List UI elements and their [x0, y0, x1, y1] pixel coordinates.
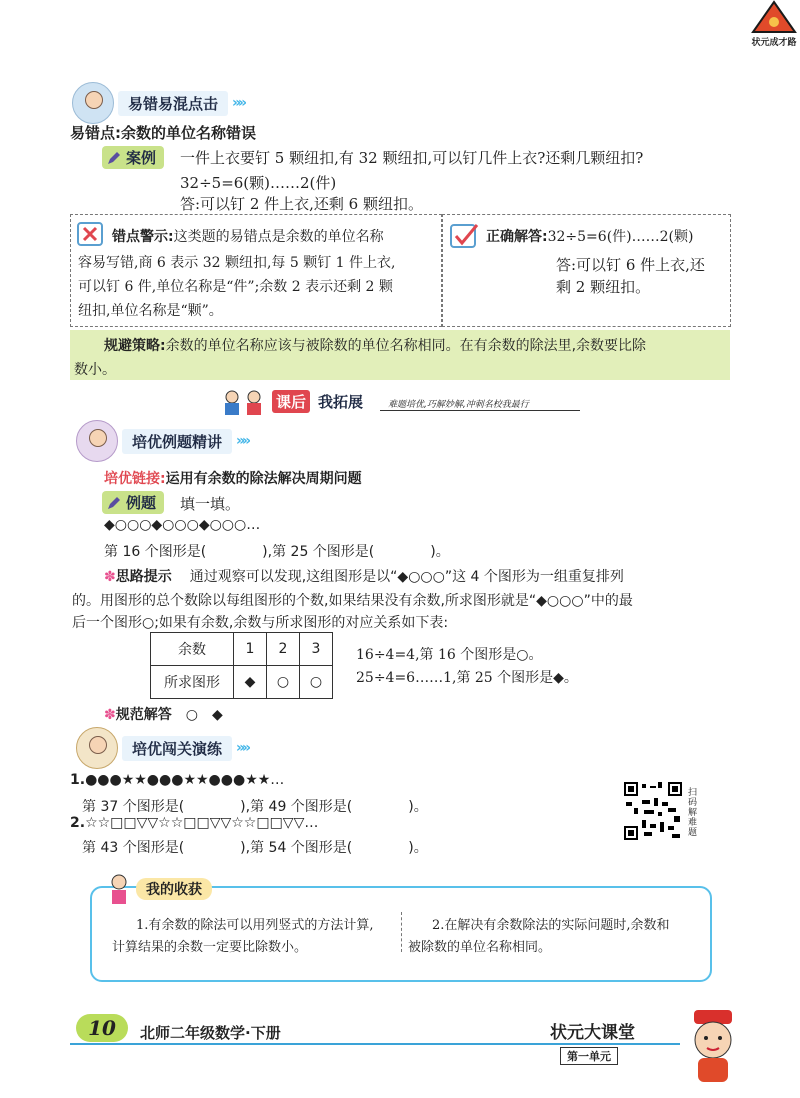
table-cell: ◆ — [234, 666, 267, 699]
hint-line: 的。用图形的总个数除以每组图形的个数,如果结果没有余数,所求图形就是“◆○○○”中的最 — [72, 593, 633, 609]
table-cell: 1 — [234, 633, 267, 666]
chevron-right-icon: »» — [232, 95, 245, 111]
page-number: 10 — [88, 1016, 116, 1040]
table-row — [151, 633, 333, 666]
banner-slogan: 难题培优,巧解妙解,冲刺名校我最行 — [388, 400, 529, 410]
standard-answer-label: 规范解答 — [115, 707, 172, 723]
hint-first-line — [104, 566, 624, 586]
calc-line: 16÷4=4,第 16 个图形是○。 — [356, 647, 543, 663]
practice-q2-text: 第 43 个图形是( ),第 54 个图形是( )。 — [82, 840, 428, 856]
case-pill — [102, 146, 164, 170]
advanced-link-label: 培优链接: — [104, 471, 166, 487]
standard-answer — [104, 704, 223, 724]
table-cell: 3 — [300, 633, 333, 666]
question-number: 1. — [70, 772, 86, 788]
example-pill — [102, 491, 164, 515]
standard-answer-text: ○ ◆ — [185, 707, 223, 723]
warning-first-line — [112, 226, 384, 246]
mistake-point-label: 易错点: — [70, 124, 121, 142]
warning-line: 可以钉 6 件,单位名称是“件”;余数 2 表示还剩 2 颗 — [78, 279, 393, 295]
warning-line: 纽扣,单位名称是“颗”。 — [78, 303, 223, 319]
checkmark-icon — [450, 222, 480, 250]
harvest-right-line: 被除数的单位名称相同。 — [408, 940, 552, 955]
unit-label: 第一单元 — [560, 1047, 618, 1065]
hint-line: 后一个图形○;如果有余数,余数与所求图形的对应关系如下表: — [72, 615, 449, 631]
practice-q2-pattern — [70, 815, 318, 831]
footer-rule — [70, 1043, 680, 1045]
correct-answer-line: 剩 2 颗纽扣。 — [556, 278, 651, 296]
student-avatar-icon — [76, 420, 118, 462]
correct-equation: 32÷5=6(件)……2(颗) — [547, 229, 694, 245]
table-cell: 所求图形 — [151, 666, 234, 699]
flower-icon: ✽ — [104, 707, 116, 723]
shape-pattern: ◆○○○◆○○○◆○○○… — [104, 517, 261, 533]
case-answer: 答:可以钉 2 件上衣,还剩 6 颗纽扣。 — [180, 195, 423, 213]
pen-icon — [106, 150, 122, 166]
table-cell: ○ — [267, 666, 300, 699]
banner-tag: 课后 — [272, 390, 310, 413]
pen-icon — [106, 495, 122, 511]
qr-label: 扫码解难题 — [688, 788, 698, 838]
strategy-text: 余数的单位名称应该与被除数的单位名称相同。在有余数的除法里,余数要比除 — [165, 338, 647, 354]
strategy-line-2: 数小。 — [74, 362, 116, 378]
section-title: 培优例题精讲 — [122, 429, 232, 454]
correct-label: 正确解答: — [486, 229, 548, 245]
kids-reading-icon — [220, 388, 270, 416]
remainder-table — [150, 632, 333, 699]
case-label: 案例 — [126, 149, 157, 167]
advanced-link-text: 运用有余数的除法解决周期问题 — [165, 471, 362, 487]
correct-first-line — [486, 226, 693, 246]
section-title: 培优闯关演练 — [122, 736, 232, 761]
hint-label: 思路提示 — [115, 569, 172, 585]
section-practice-header — [76, 727, 248, 769]
graduate-avatar-icon — [76, 727, 118, 769]
section-easy-mistakes-header — [72, 82, 244, 124]
harvest-left-line: 1.有余数的除法可以用列竖式的方法计算, — [136, 918, 374, 933]
example-text: 填一填。 — [180, 495, 241, 513]
table-cell: ○ — [300, 666, 333, 699]
harvest-right-line: 2.在解决有余数除法的实际问题时,余数和 — [432, 918, 670, 933]
practice-q1-text: 第 37 个图形是( ),第 49 个图形是( )。 — [82, 799, 428, 815]
harvest-left-line: 计算结果的余数一定要比除数小。 — [112, 940, 308, 955]
mascot-icon — [680, 1006, 746, 1086]
harvest-title: 我的收获 — [136, 878, 212, 900]
qr-code-icon[interactable] — [624, 782, 682, 840]
logo-icon — [751, 0, 797, 34]
shape-pattern: ☆☆□□▽▽☆☆□□▽▽☆☆□□▽▽… — [85, 815, 319, 831]
example-label: 例题 — [126, 494, 157, 512]
calc-line: 25÷4=6……1,第 25 个图形是◆。 — [356, 670, 578, 686]
question-number: 2. — [70, 815, 86, 831]
strategy-line-1 — [104, 335, 646, 355]
flower-icon: ✽ — [104, 569, 116, 585]
mistake-point-text: 余数的单位名称错误 — [121, 124, 257, 142]
table-row — [151, 666, 333, 699]
practice-q1-pattern — [70, 772, 284, 788]
section-example-header — [76, 420, 248, 462]
case-text: 一件上衣要钉 5 颗纽扣,有 32 颗纽扣,可以钉几件上衣?还剩几颗纽扣? — [180, 149, 644, 167]
correct-answer-line: 答:可以钉 6 件上衣,还 — [556, 256, 705, 274]
brand-title: 状元大课堂 — [550, 1023, 635, 1043]
harvest-divider — [401, 912, 403, 952]
corner-logo-text: 状元成才路 — [751, 38, 797, 48]
section-title: 易错易混点击 — [118, 91, 228, 116]
girl-figure-icon — [104, 872, 134, 906]
shape-pattern: ●●●★★●●●★★●●●★★… — [85, 772, 285, 788]
after-class-banner — [220, 388, 590, 418]
warning-label: 错点警示: — [112, 229, 174, 245]
teacher-avatar-icon — [72, 82, 114, 124]
example-question: 第 16 个图形是( ),第 25 个图形是( )。 — [104, 544, 450, 560]
hint-line: 通过观察可以发现,这组图形是以“◆○○○”这 4 个图形为一组重复排列 — [189, 569, 624, 585]
table-cell: 余数 — [151, 633, 234, 666]
table-cell: 2 — [267, 633, 300, 666]
warning-line: 容易写错,商 6 表示 32 颗纽扣,每 5 颗钉 1 件上衣, — [78, 255, 396, 271]
banner-underline — [380, 410, 580, 411]
chevron-right-icon: »» — [236, 433, 249, 449]
mistake-point — [70, 122, 256, 143]
corner-logo — [748, 0, 800, 48]
advanced-link — [104, 468, 362, 488]
case-equation: 32÷5=6(颗)……2(件) — [180, 174, 337, 192]
banner-title: 我拓展 — [318, 393, 364, 411]
book-title: 北师二年级数学·下册 — [140, 1024, 281, 1042]
chevron-right-icon: »» — [236, 740, 249, 756]
harvest-header — [104, 872, 212, 906]
warning-line: 这类题的易错点是余数的单位名称 — [173, 229, 384, 245]
strategy-label: 规避策略: — [104, 338, 166, 354]
cross-check-icon — [77, 222, 105, 248]
